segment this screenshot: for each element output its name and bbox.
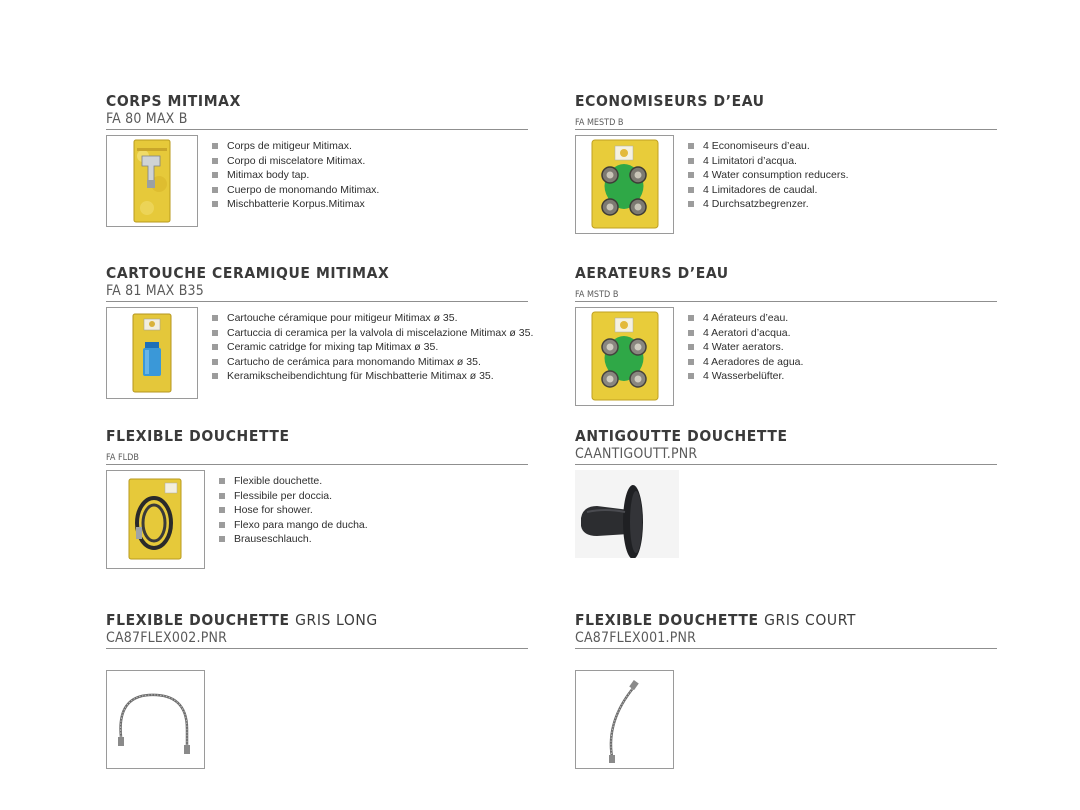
- product-title: CORPS MITIMAX: [106, 92, 241, 110]
- description-line: 4 Wasserbelüfter.: [688, 369, 803, 384]
- description-line: 4 Aérateurs d’eau.: [688, 311, 803, 326]
- product-description-list: [688, 139, 849, 234]
- anti-drip-rubber-icon: [575, 470, 679, 558]
- product-title: FLEXIBLE DOUCHETTE: [106, 427, 290, 445]
- product-title: ANTIGOUTTE DOUCHETTE: [575, 427, 788, 445]
- description-line: 4 Water aerators.: [688, 340, 803, 355]
- product-economiseurs-eau: [575, 92, 997, 234]
- product-code: FA MESTD B: [575, 116, 997, 130]
- aerator-package-icon: [575, 307, 674, 406]
- water-saver-package-icon: [575, 135, 674, 234]
- product-code: FA 80 MAX B: [106, 110, 528, 130]
- description-line: Flexo para mango de ducha.: [219, 518, 368, 533]
- grey-short-hose-icon: [575, 670, 674, 769]
- description-line: Mitimax body tap.: [212, 168, 379, 183]
- description-line: Mischbatterie Korpus.Mitimax: [212, 197, 379, 212]
- grey-long-hose-icon: [106, 670, 205, 769]
- description-line: 4 Economiseurs d’eau.: [688, 139, 849, 154]
- product-antigoutte-douchette: [575, 427, 997, 558]
- product-code: FA MSTD B: [575, 288, 997, 302]
- description-line: Cartouche céramique pour mitigeur Mitimax ø 35.: [212, 311, 533, 326]
- product-title: FLEXIBLE DOUCHETTE GRIS LONG: [106, 611, 378, 629]
- description-line: Corps de mitigeur Mitimax.: [212, 139, 379, 154]
- product-flexible-gris-court: [575, 611, 997, 769]
- description-line: Corpo di miscelatore Mitimax.: [212, 154, 379, 169]
- product-code: CA87FLEX001.PNR: [575, 629, 997, 649]
- product-flexible-gris-long: [106, 611, 528, 769]
- product-corps-mitimax: [106, 92, 528, 227]
- product-code: FA 81 MAX B35: [106, 282, 528, 302]
- product-code: FA FLDB: [106, 451, 528, 465]
- ceramic-cartridge-package-icon: [106, 307, 198, 399]
- description-line: Ceramic catridge for mixing tap Mitimax ø 35.: [212, 340, 533, 355]
- product-description-list: [688, 311, 803, 406]
- description-line: 4 Water consumption reducers.: [688, 168, 849, 183]
- description-line: 4 Limitadores de caudal.: [688, 183, 849, 198]
- product-description-list: [212, 311, 533, 399]
- product-title: AERATEURS D’EAU: [575, 264, 729, 282]
- description-line: Cartuccia di ceramica per la valvola di miscelazione Mitimax ø 35.: [212, 326, 533, 341]
- description-line: 4 Durchsatzbegrenzer.: [688, 197, 849, 212]
- product-description-list: [219, 474, 368, 569]
- description-line: 4 Aeratori d’acqua.: [688, 326, 803, 341]
- product-title: CARTOUCHE CERAMIQUE MITIMAX: [106, 264, 390, 282]
- product-code: CAANTIGOUTT.PNR: [575, 445, 997, 465]
- product-title: FLEXIBLE DOUCHETTE GRIS COURT: [575, 611, 857, 629]
- description-line: Flexible douchette.: [219, 474, 368, 489]
- product-code: CA87FLEX002.PNR: [106, 629, 528, 649]
- description-line: Cuerpo de monomando Mitimax.: [212, 183, 379, 198]
- shower-hose-package-icon: [106, 470, 205, 569]
- description-line: Flessibile per doccia.: [219, 489, 368, 504]
- product-title: ECONOMISEURS D’EAU: [575, 92, 765, 110]
- product-cartouche-ceramique: [106, 264, 534, 399]
- product-aerateurs-eau: [575, 264, 997, 406]
- product-flexible-douchette: [106, 427, 528, 569]
- product-description-list: [212, 139, 379, 227]
- description-line: Hose for shower.: [219, 503, 368, 518]
- description-line: 4 Aeradores de agua.: [688, 355, 803, 370]
- description-line: Brauseschlauch.: [219, 532, 368, 547]
- description-line: Keramikscheibendichtung für Mischbatterie Mitimax ø 35.: [212, 369, 533, 384]
- description-line: 4 Limitatori d’acqua.: [688, 154, 849, 169]
- mixer-body-package-icon: [106, 135, 198, 227]
- description-line: Cartucho de cerámica para monomando Mitimax ø 35.: [212, 355, 533, 370]
